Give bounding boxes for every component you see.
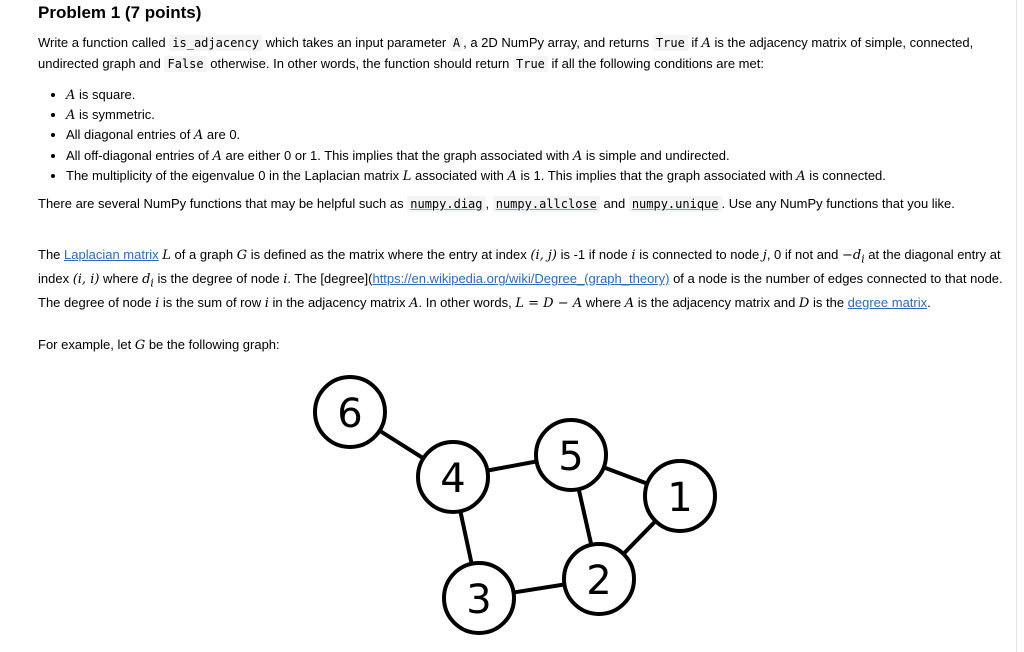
- helpers-text: ,: [485, 196, 493, 211]
- math-subscript: i: [150, 276, 154, 290]
- lap-text: is -1 if node: [556, 247, 632, 262]
- math-var: L: [162, 248, 171, 263]
- graph-nodes: [315, 377, 715, 633]
- math-var: L: [515, 296, 524, 312]
- intro-text: if: [687, 35, 702, 50]
- graph-node-label-6: 6: [337, 391, 363, 437]
- math-var: i: [264, 296, 269, 312]
- example-text: For example, let: [38, 337, 135, 352]
- function-name-code: is_adjacency: [169, 35, 262, 51]
- example-text: be the following graph:: [145, 337, 280, 352]
- true-code: True: [653, 35, 688, 51]
- math-var: −d: [842, 248, 862, 263]
- intro-text: is the adjacency matrix of simple, connected, undirected graph and: [38, 35, 974, 71]
- math-var: j: [762, 248, 767, 263]
- lap-text: is the adjacency matrix and: [634, 295, 799, 311]
- condition-text: are either 0 or 1. This implies that the graph associated with: [221, 147, 573, 163]
- lap-text: in the adjacency matrix: [268, 295, 410, 311]
- math-var: G: [236, 248, 248, 263]
- lap-text: The: [38, 247, 65, 262]
- intro-text: which takes an input parameter: [261, 35, 450, 50]
- math-var: A: [796, 168, 806, 184]
- numpy-allclose-link[interactable]: numpy.allclose: [493, 196, 600, 212]
- graph-node-label-3: 3: [466, 577, 492, 623]
- math-var: A: [409, 296, 419, 312]
- condition-text: is square.: [75, 87, 136, 102]
- math-var: G: [134, 338, 146, 353]
- math-var: A: [212, 148, 222, 164]
- lap-text: is the degree of node: [153, 271, 284, 287]
- math-var: d: [142, 272, 151, 288]
- math-var: (i, j): [530, 248, 557, 263]
- intro-text: , a 2D NumPy array, and returns: [463, 35, 653, 50]
- condition-text: is symmetric.: [75, 107, 155, 123]
- condition-text: are 0.: [203, 127, 241, 143]
- math-var: A: [66, 108, 76, 124]
- math-var: A: [701, 36, 711, 51]
- math-var: (i, i): [72, 272, 100, 288]
- condition-text: All diagonal entries of: [66, 127, 194, 143]
- graph-node-label-4: 4: [440, 456, 466, 502]
- intro-text: otherwise. In other words, the function should return: [206, 55, 513, 71]
- lap-text: of a node is the number of edges connected to that node. The degree of node: [38, 271, 1003, 311]
- math-var: A: [193, 128, 204, 144]
- lap-text: . The [degree](: [287, 271, 373, 287]
- true-code: True: [513, 56, 548, 72]
- math-var: D: [543, 296, 554, 312]
- math-var: A: [507, 168, 517, 184]
- math-var: D: [798, 296, 810, 312]
- math-var: i: [283, 272, 288, 288]
- math-var: i: [631, 248, 636, 263]
- math-var: A: [572, 296, 583, 312]
- math-var: i: [155, 296, 160, 312]
- numpy-unique-link[interactable]: numpy.unique: [629, 196, 722, 212]
- math-var: A: [66, 88, 76, 103]
- graph-node-label-2: 2: [586, 558, 612, 604]
- helpers-text: . Use any NumPy functions that you like.: [721, 196, 955, 211]
- lap-text: is the sum of row: [159, 295, 265, 311]
- param-code: A: [450, 35, 463, 51]
- intro-text: if all the following conditions are met:: [547, 55, 764, 71]
- math-var: A: [624, 296, 635, 312]
- lap-text: is connected to node: [635, 247, 763, 262]
- math-var: A: [572, 148, 583, 164]
- degree-matrix-link[interactable]: degree matrix: [847, 295, 928, 311]
- lap-text: is defined as the matrix where the entry at index: [247, 247, 531, 262]
- helpers-text: There are several NumPy functions that may be helpful such as: [38, 196, 408, 211]
- lap-text: of a graph: [170, 247, 237, 262]
- lap-text: . In other words,: [418, 295, 516, 311]
- false-code: False: [164, 56, 206, 72]
- problem-title: Problem 1 (7 points): [38, 3, 202, 22]
- laplacian-matrix-link[interactable]: Laplacian matrix: [64, 247, 159, 262]
- condition-text: is simple and undirected.: [582, 147, 730, 163]
- numpy-diag-link[interactable]: numpy.diag: [407, 196, 485, 212]
- condition-text: All off-diagonal entries of: [66, 147, 213, 163]
- degree-url-link[interactable]: https://en.wikipedia.org/wiki/Degree_(graph_theory): [372, 271, 670, 287]
- helpers-text: and: [599, 196, 629, 211]
- condition-text: is 1. This implies that the graph associated with: [516, 167, 797, 183]
- lap-text: where: [99, 271, 143, 287]
- intro-text: Write a function called: [38, 35, 170, 50]
- condition-text: is connected.: [805, 167, 886, 183]
- math-operator: =: [523, 296, 544, 312]
- lap-text: , 0 if not and: [766, 247, 842, 262]
- lap-text: is the: [809, 295, 848, 311]
- condition-text: The multiplicity of the eigenvalue 0 in the Laplacian matrix: [66, 167, 403, 183]
- math-operator: −: [553, 296, 573, 312]
- graph-node-label-5: 5: [558, 434, 584, 480]
- lap-text: where: [582, 295, 625, 311]
- lap-text: .: [927, 295, 931, 311]
- graph-node-label-1: 1: [667, 475, 693, 521]
- lap-text: at the diagonal entry at index: [38, 247, 1001, 287]
- condition-text: associated with: [411, 167, 508, 183]
- math-subscript: i: [861, 252, 865, 266]
- math-var: L: [402, 168, 412, 184]
